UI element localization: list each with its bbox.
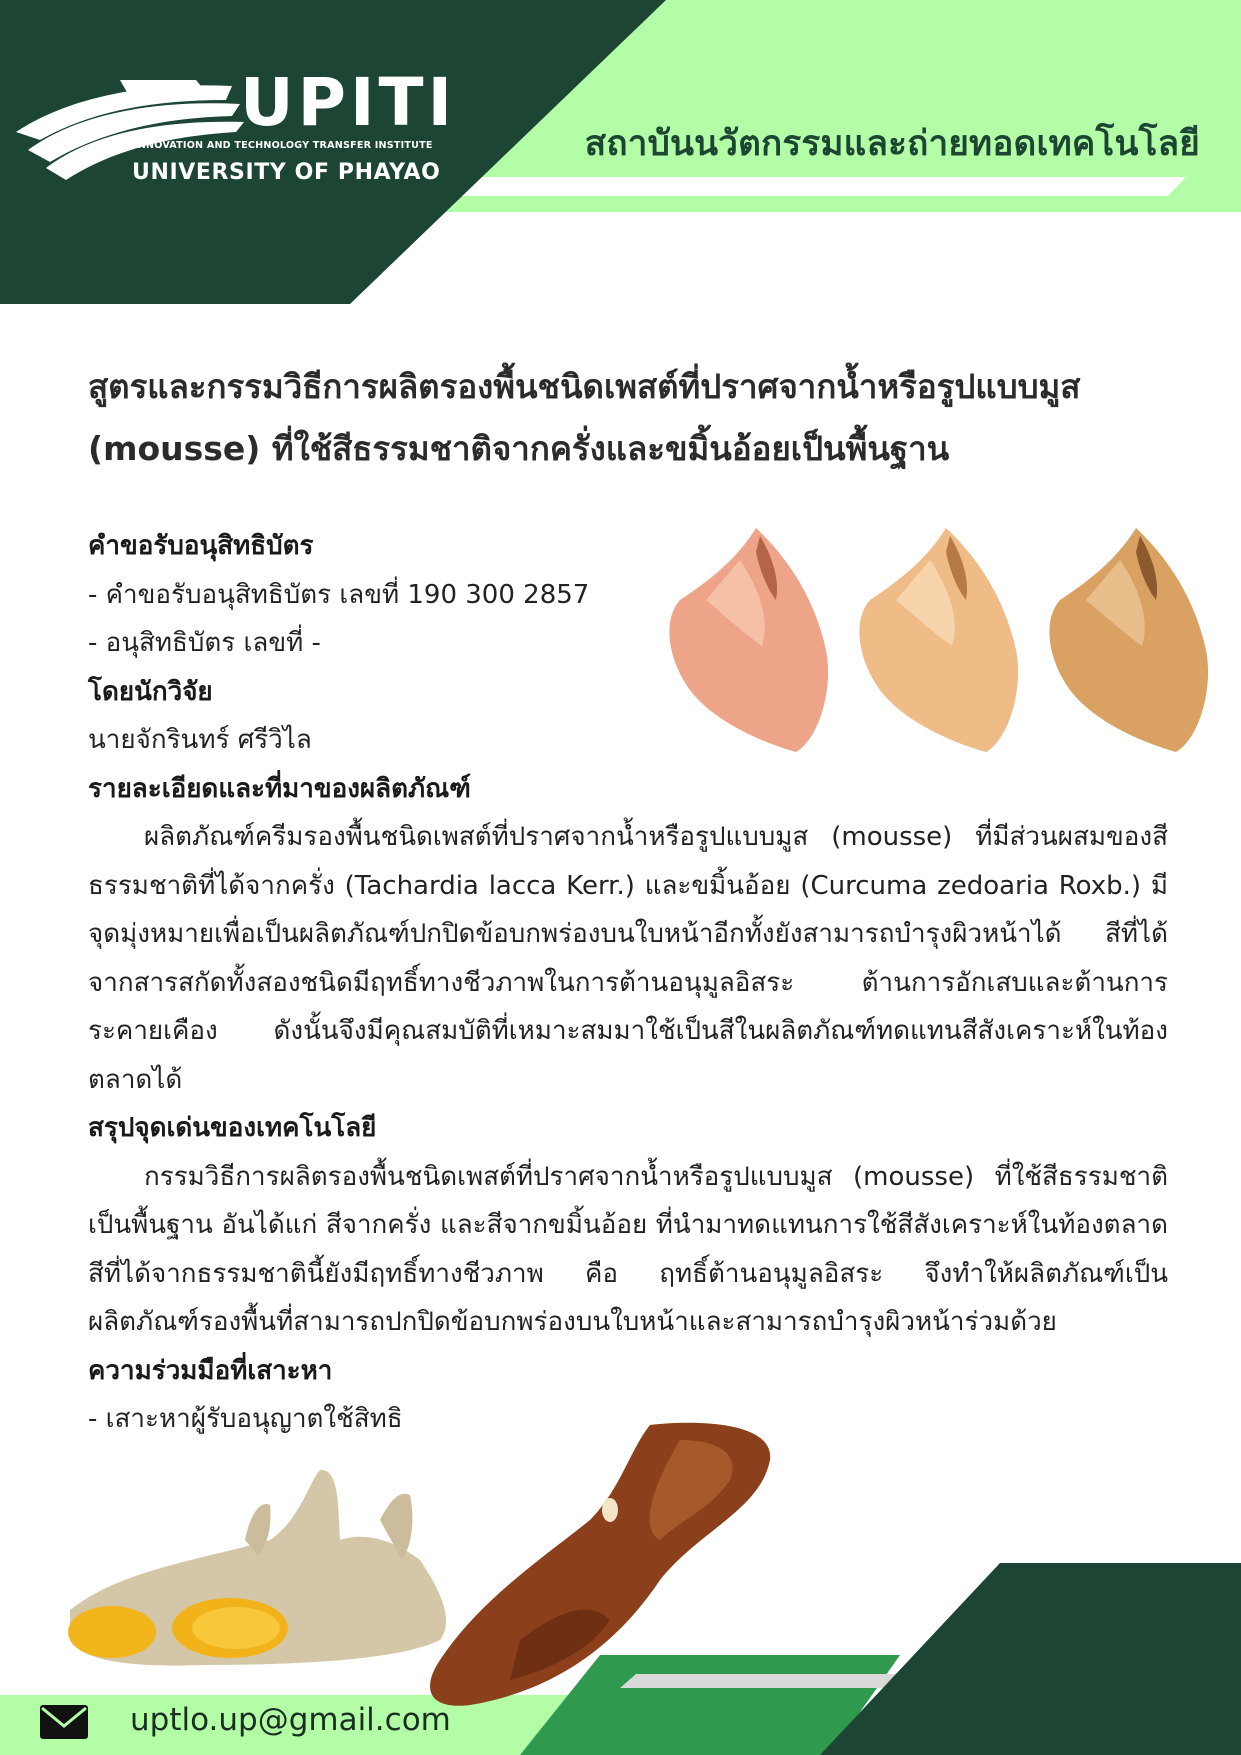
turmeric-rhizome-image [68,1470,446,1666]
footer-stripe [620,1674,900,1688]
details-heading: รายละเอียดและที่มาของผลิตภัณฑ์ [88,773,471,804]
title-line-2: (mousse) ที่ใช้สีธรรมชาติจากครั่งและขมิ้นอ้อยเป็นพื้นฐาน [88,429,950,468]
highlights-body: กรรมวิธีการผลิตรองพื้นชนิดเพสต์ที่ปราศจากน้ำหรือรูปแบบมูส (mousse) ที่ใช้สีธรรมชาติเป็นพื้นฐาน อันได้แก่ สีจากครั่ง และสีจากขมิ้นอ้อย ที่นำมาทดแทนการใช้สีสังเคราะห์ในท้องตลาด สีที่ได้จากธรรมชาตินี้ยังมีฤทธิ์ทางชีวภาพ คือ ฤทธิ์ต้านอนุมูลอิสระ จึงทำให้ผลิตภัณฑ์เป็นผลิตภัณฑ์รองพื้นที่สามารถปกปิดข้อบกพร่องบนใบหน้าและสามารถบำรุงผิวหน้าร่วมด้วย [88,1161,1168,1337]
header-stripe [460,177,1186,196]
logo-university: UNIVERSITY OF PHAYAO [132,160,441,185]
researcher-heading: โดยนักวิจัย [88,676,213,707]
title-line-1: สูตรและกรรมวิธีการผลิตรองพื้นชนิดเพสต์ที่ปราศจากน้ำหรือรูปแบบมูส [88,367,1081,406]
logo-wordmark: UPITI [240,64,457,141]
collaboration-item: - เสาะหาผู้รับอนุญาตใช้สิทธิ [88,1404,403,1434]
envelope-icon [40,1705,88,1739]
logo-subtitle: INNOVATION AND TECHNOLOGY TRANSFER INSTITUTE [134,140,433,151]
details-body: ผลิตภัณฑ์ครีมรองพื้นชนิดเพสต์ที่ปราศจากน้ำหรือรูปแบบมูส (mousse) ที่มีส่วนผสมของสีธรรมชาติที่ได้จากครั่ง (Tachardia lacca Kerr.) และขมิ้นอ้อย (Curcuma zedoaria Roxb.) มีจุดมุ่งหมายเพื่อเป็นผลิตภัณฑ์ปกปิดข้อบกพร่องบนใบหน้าอีกทั้งยังสามารถบำรุงผิวหน้าได้ สีที่ได้จากสารสกัดทั้งสองชนิดมีฤทธิ์ทางชีวภาพในการต้านอนุมูลอิสระ ต้านการอักเสบและต้านการระคายเคือง ดังนั้นจึงมีคุณสมบัติที่เหมาะสมมาใช้เป็นสีในผลิตภัณฑ์ทดแทนสีสังเคราะห์ในท้องตลาดได้ [88,822,1168,1095]
page-title [88,356,1168,480]
patent-heading: คำขอรับอนุสิทธิบัตร [88,531,314,561]
collaboration-heading: ความร่วมมือที่เสาะหา [88,1355,333,1386]
patent-application: - คำขอรับอนุสิทธิบัตร เลขที่ 190 300 2857 [88,579,590,610]
org-name: สถาบันนวัตกรรมและถ่ายทอดเทคโนโลยี [584,124,1200,164]
contact-email[interactable]: uptlo.up@gmail.com [130,1702,451,1738]
highlights-heading: สรุปจุดเด่นของเทคโนโลยี [88,1113,377,1143]
researcher-name: นายจักรินทร์ ศรีวิไล [88,725,312,755]
main-content [88,522,1168,1444]
patent-granted: - อนุสิทธิบัตร เลขที่ - [88,628,321,658]
